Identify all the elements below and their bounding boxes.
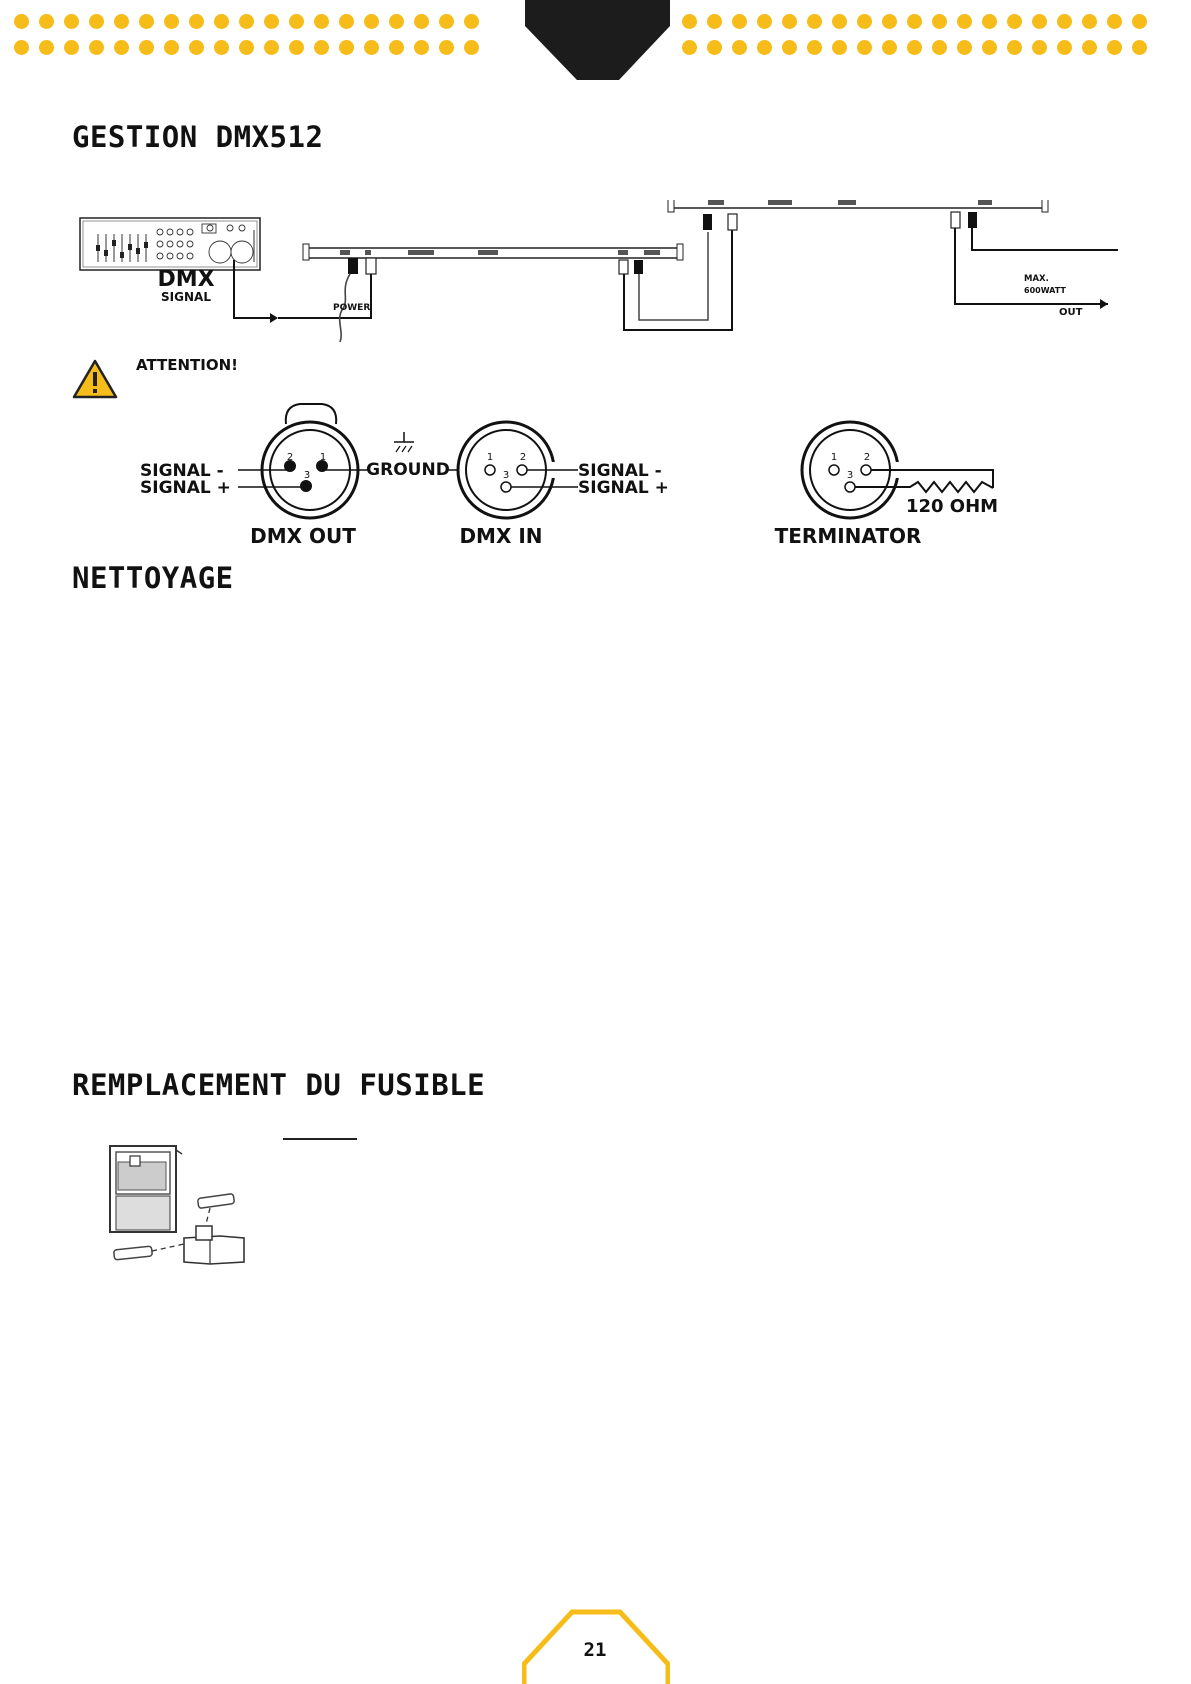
- fuse-holder-illustration: [108, 1140, 258, 1270]
- xlr-connector-diagram: [130, 398, 1010, 558]
- dot-icon: [39, 14, 54, 29]
- dot-row: [14, 14, 479, 29]
- watt-label: 600WATT: [1024, 286, 1066, 295]
- dot-icon: [857, 14, 872, 29]
- max-label: MAX.: [1024, 274, 1049, 284]
- dot-icon: [139, 40, 154, 55]
- dot-icon: [214, 40, 229, 55]
- dot-icon: [1032, 14, 1047, 29]
- dot-icon: [364, 14, 379, 29]
- dot-icon: [289, 14, 304, 29]
- dot-icon: [239, 40, 254, 55]
- dot-icon: [264, 40, 279, 55]
- attention-label: ATTENTION!: [136, 356, 239, 374]
- signal-minus-right: SIGNAL -: [578, 461, 662, 481]
- dot-icon: [782, 14, 797, 29]
- dmx-out-connector: [262, 404, 358, 518]
- dot-icon: [882, 40, 897, 55]
- dot-icon: [214, 14, 229, 29]
- signal-label: SIGNAL: [161, 290, 211, 304]
- dot-icon: [164, 14, 179, 29]
- dot-icon: [1007, 40, 1022, 55]
- fuse-icon: [114, 1246, 153, 1260]
- underline-bar: [283, 1138, 357, 1140]
- dot-icon: [882, 14, 897, 29]
- dot-icon: [14, 40, 29, 55]
- header-tab: [525, 0, 670, 84]
- dmx-out-label: DMX OUT: [250, 524, 356, 548]
- dot-icon: [264, 14, 279, 29]
- term-pin-2: 2: [863, 452, 871, 463]
- dot-icon: [314, 14, 329, 29]
- fuse-icon: [197, 1194, 234, 1209]
- dot-icon: [757, 14, 772, 29]
- light-bar-1: [303, 244, 683, 260]
- dot-icon: [807, 40, 822, 55]
- dot-icon: [732, 40, 747, 55]
- dot-icon: [707, 40, 722, 55]
- dot-icon: [832, 14, 847, 29]
- dot-icon: [857, 40, 872, 55]
- dot-icon: [782, 40, 797, 55]
- dot-icon: [1007, 14, 1022, 29]
- fuse-drawer-icon: [184, 1226, 244, 1264]
- dmx-wiring-diagram: [78, 200, 1118, 350]
- dot-icon: [982, 40, 997, 55]
- ground-label: GROUND: [366, 460, 450, 480]
- dot-icon: [707, 14, 722, 29]
- dot-icon: [464, 14, 479, 29]
- ground-icon: [394, 432, 414, 452]
- dot-icon: [139, 14, 154, 29]
- dot-icon: [339, 40, 354, 55]
- dot-icon: [907, 14, 922, 29]
- dot-icon: [1132, 40, 1147, 55]
- dot-icon: [314, 40, 329, 55]
- dmx-label: DMX: [157, 267, 215, 292]
- dot-icon: [439, 40, 454, 55]
- dot-icon: [414, 40, 429, 55]
- terminator-label: TERMINATOR: [774, 524, 922, 548]
- dot-icon: [682, 40, 697, 55]
- dot-icon: [832, 40, 847, 55]
- dot-icon: [1107, 40, 1122, 55]
- dot-row: [682, 14, 1147, 29]
- dot-icon: [682, 14, 697, 29]
- warning-triangle-icon: [72, 358, 118, 400]
- dot-icon: [114, 40, 129, 55]
- out-pin-3: 3: [303, 470, 311, 481]
- dot-icon: [1057, 14, 1072, 29]
- dmx-in-label: DMX IN: [459, 524, 543, 548]
- dot-icon: [64, 14, 79, 29]
- dot-icon: [439, 14, 454, 29]
- dot-icon: [957, 40, 972, 55]
- dot-icon: [339, 14, 354, 29]
- dot-icon: [1057, 40, 1072, 55]
- section-title-cleaning: NETTOYAGE: [72, 561, 234, 595]
- dot-row: [682, 40, 1147, 55]
- dot-icon: [114, 14, 129, 29]
- dot-icon: [932, 40, 947, 55]
- dot-icon: [907, 40, 922, 55]
- section-title-dmx: GESTION DMX512: [72, 120, 324, 154]
- dot-icon: [757, 40, 772, 55]
- dot-icon: [89, 40, 104, 55]
- dot-row: [14, 40, 479, 55]
- dot-icon: [1132, 14, 1147, 29]
- dot-icon: [189, 14, 204, 29]
- in-pin-2: 2: [519, 452, 527, 463]
- dot-icon: [89, 14, 104, 29]
- dot-icon: [189, 40, 204, 55]
- dot-icon: [364, 40, 379, 55]
- signal-plus-right: SIGNAL +: [578, 478, 669, 498]
- header-dots-left: [14, 14, 479, 66]
- dot-icon: [39, 40, 54, 55]
- dot-icon: [389, 14, 404, 29]
- signal-plus-left: SIGNAL +: [140, 478, 231, 498]
- dot-icon: [464, 40, 479, 55]
- term-pin-3: 3: [846, 470, 854, 481]
- light-bar-2: [668, 200, 1048, 212]
- power-label: POWER: [333, 303, 371, 313]
- dot-icon: [982, 14, 997, 29]
- out-label: OUT: [1059, 307, 1083, 318]
- dot-icon: [1082, 14, 1097, 29]
- dot-icon: [932, 14, 947, 29]
- in-pin-3: 3: [502, 470, 510, 481]
- resistor-label: 120 OHM: [905, 496, 999, 517]
- dot-icon: [239, 14, 254, 29]
- dot-icon: [289, 40, 304, 55]
- dot-icon: [957, 14, 972, 29]
- out-pin-2: 2: [286, 452, 294, 463]
- dot-icon: [414, 14, 429, 29]
- page-number: 21: [583, 1639, 607, 1661]
- dot-icon: [1107, 14, 1122, 29]
- signal-minus-left: SIGNAL -: [140, 461, 224, 481]
- dot-icon: [1032, 40, 1047, 55]
- dot-icon: [1082, 40, 1097, 55]
- dot-icon: [164, 40, 179, 55]
- dot-icon: [807, 14, 822, 29]
- dot-icon: [389, 40, 404, 55]
- section-title-fuse: REMPLACEMENT DU FUSIBLE: [72, 1068, 486, 1102]
- out-pin-1: 1: [319, 452, 327, 463]
- dot-icon: [732, 14, 747, 29]
- dot-icon: [14, 14, 29, 29]
- in-pin-1: 1: [486, 452, 494, 463]
- term-pin-1: 1: [830, 452, 838, 463]
- dot-icon: [64, 40, 79, 55]
- header-dots-right: [682, 14, 1147, 66]
